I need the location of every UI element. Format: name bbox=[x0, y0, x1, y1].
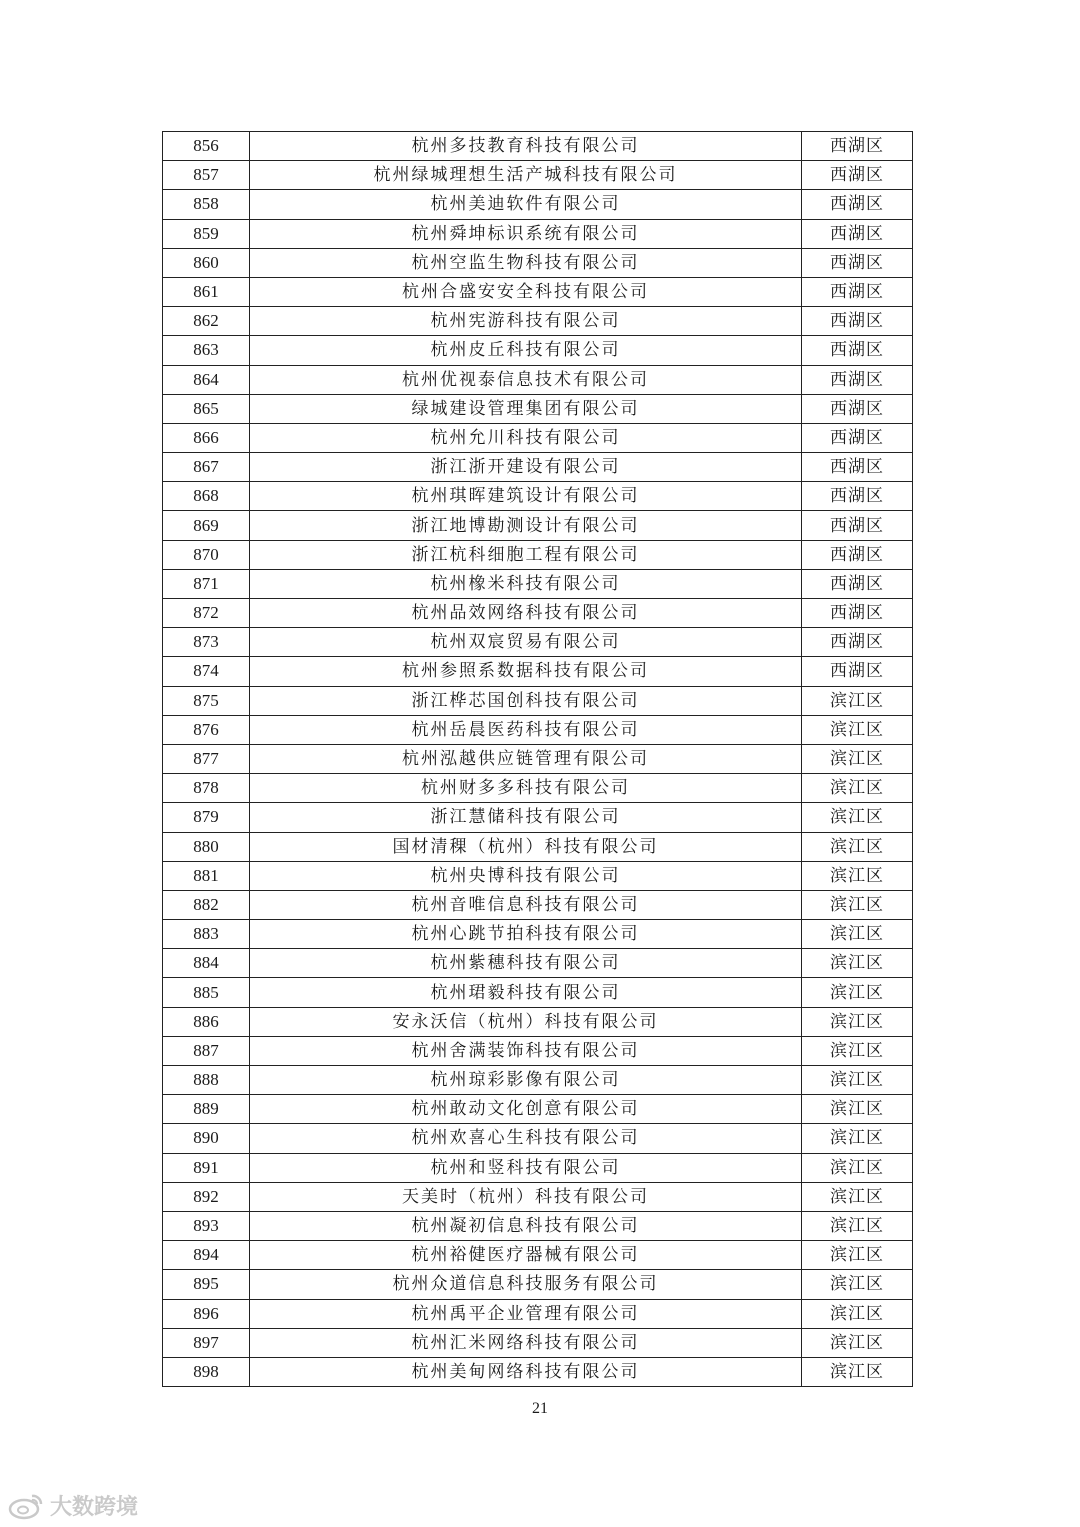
row-number: 873 bbox=[163, 628, 250, 657]
table-row bbox=[163, 1211, 913, 1240]
company-name: 杭州皮丘科技有限公司 bbox=[250, 336, 802, 365]
table-row bbox=[163, 248, 913, 277]
company-name: 杭州紫穗科技有限公司 bbox=[250, 949, 802, 978]
district: 西湖区 bbox=[802, 453, 913, 482]
company-name: 杭州美甸网络科技有限公司 bbox=[250, 1357, 802, 1386]
table-row bbox=[163, 365, 913, 394]
table-row bbox=[163, 657, 913, 686]
table-row bbox=[163, 1036, 913, 1065]
district: 西湖区 bbox=[802, 190, 913, 219]
row-number: 895 bbox=[163, 1270, 250, 1299]
table-row bbox=[163, 715, 913, 744]
district: 西湖区 bbox=[802, 248, 913, 277]
district: 滨江区 bbox=[802, 715, 913, 744]
district: 西湖区 bbox=[802, 657, 913, 686]
table-row bbox=[163, 511, 913, 540]
company-name: 杭州宪游科技有限公司 bbox=[250, 307, 802, 336]
table-row bbox=[163, 307, 913, 336]
district: 西湖区 bbox=[802, 277, 913, 306]
table-row bbox=[163, 423, 913, 452]
company-name: 浙江桦芯国创科技有限公司 bbox=[250, 686, 802, 715]
row-number: 885 bbox=[163, 978, 250, 1007]
row-number: 897 bbox=[163, 1328, 250, 1357]
district: 西湖区 bbox=[802, 540, 913, 569]
table-row bbox=[163, 161, 913, 190]
table-row bbox=[163, 569, 913, 598]
row-number: 891 bbox=[163, 1153, 250, 1182]
company-name: 安永沃信（杭州）科技有限公司 bbox=[250, 1007, 802, 1036]
row-number: 887 bbox=[163, 1036, 250, 1065]
district: 滨江区 bbox=[802, 920, 913, 949]
row-number: 863 bbox=[163, 336, 250, 365]
company-name: 浙江浙开建设有限公司 bbox=[250, 453, 802, 482]
district: 滨江区 bbox=[802, 1066, 913, 1095]
company-name: 浙江杭科细胞工程有限公司 bbox=[250, 540, 802, 569]
table-row bbox=[163, 1241, 913, 1270]
row-number: 870 bbox=[163, 540, 250, 569]
district: 滨江区 bbox=[802, 1357, 913, 1386]
district: 滨江区 bbox=[802, 1270, 913, 1299]
company-name: 杭州音唯信息科技有限公司 bbox=[250, 890, 802, 919]
row-number: 862 bbox=[163, 307, 250, 336]
table-row bbox=[163, 599, 913, 628]
district: 滨江区 bbox=[802, 744, 913, 773]
company-name: 杭州和竖科技有限公司 bbox=[250, 1153, 802, 1182]
table-row bbox=[163, 628, 913, 657]
row-number: 871 bbox=[163, 569, 250, 598]
district: 滨江区 bbox=[802, 1182, 913, 1211]
table-row bbox=[163, 861, 913, 890]
company-name: 杭州参照系数据科技有限公司 bbox=[250, 657, 802, 686]
district: 西湖区 bbox=[802, 219, 913, 248]
company-name: 杭州琪晖建筑设计有限公司 bbox=[250, 482, 802, 511]
district: 滨江区 bbox=[802, 1007, 913, 1036]
company-name: 杭州舍满装饰科技有限公司 bbox=[250, 1036, 802, 1065]
company-name: 杭州汇米网络科技有限公司 bbox=[250, 1328, 802, 1357]
row-number: 858 bbox=[163, 190, 250, 219]
company-table-body bbox=[163, 132, 913, 1387]
company-name: 杭州舜坤标识系统有限公司 bbox=[250, 219, 802, 248]
district: 西湖区 bbox=[802, 132, 913, 161]
company-name: 浙江慧储科技有限公司 bbox=[250, 803, 802, 832]
table-row bbox=[163, 394, 913, 423]
district: 滨江区 bbox=[802, 1328, 913, 1357]
table-row bbox=[163, 1124, 913, 1153]
table-row bbox=[163, 132, 913, 161]
row-number: 892 bbox=[163, 1182, 250, 1211]
company-name: 杭州橡米科技有限公司 bbox=[250, 569, 802, 598]
company-name: 杭州众道信息科技服务有限公司 bbox=[250, 1270, 802, 1299]
district: 西湖区 bbox=[802, 336, 913, 365]
company-name: 杭州合盛安安全科技有限公司 bbox=[250, 277, 802, 306]
table-row bbox=[163, 1095, 913, 1124]
table-row bbox=[163, 1328, 913, 1357]
row-number: 876 bbox=[163, 715, 250, 744]
table-row bbox=[163, 1299, 913, 1328]
company-name: 绿城建设管理集团有限公司 bbox=[250, 394, 802, 423]
row-number: 867 bbox=[163, 453, 250, 482]
company-name: 杭州空监生物科技有限公司 bbox=[250, 248, 802, 277]
district: 滨江区 bbox=[802, 1211, 913, 1240]
row-number: 893 bbox=[163, 1211, 250, 1240]
company-name: 杭州双宸贸易有限公司 bbox=[250, 628, 802, 657]
company-name: 杭州欢喜心生科技有限公司 bbox=[250, 1124, 802, 1153]
company-name: 杭州财多多科技有限公司 bbox=[250, 774, 802, 803]
table-row bbox=[163, 686, 913, 715]
table-row bbox=[163, 949, 913, 978]
row-number: 890 bbox=[163, 1124, 250, 1153]
company-name: 杭州琼彩影像有限公司 bbox=[250, 1066, 802, 1095]
table-row bbox=[163, 277, 913, 306]
district: 滨江区 bbox=[802, 1241, 913, 1270]
company-name: 杭州美迪软件有限公司 bbox=[250, 190, 802, 219]
row-number: 872 bbox=[163, 599, 250, 628]
company-name: 杭州珺毅科技有限公司 bbox=[250, 978, 802, 1007]
table-row bbox=[163, 1066, 913, 1095]
table-row bbox=[163, 540, 913, 569]
district: 滨江区 bbox=[802, 978, 913, 1007]
table-row bbox=[163, 920, 913, 949]
table-row bbox=[163, 190, 913, 219]
row-number: 856 bbox=[163, 132, 250, 161]
company-name: 杭州绿城理想生活产城科技有限公司 bbox=[250, 161, 802, 190]
weibo-logo-icon bbox=[8, 1492, 44, 1520]
district: 滨江区 bbox=[802, 1095, 913, 1124]
row-number: 868 bbox=[163, 482, 250, 511]
company-name: 杭州岳晨医药科技有限公司 bbox=[250, 715, 802, 744]
company-name: 杭州优视泰信息技术有限公司 bbox=[250, 365, 802, 394]
watermark bbox=[8, 1490, 138, 1521]
row-number: 884 bbox=[163, 949, 250, 978]
watermark-text: 大数跨境 bbox=[50, 1495, 139, 1520]
company-name: 杭州央博科技有限公司 bbox=[250, 861, 802, 890]
row-number: 882 bbox=[163, 890, 250, 919]
district: 西湖区 bbox=[802, 482, 913, 511]
company-name: 杭州品效网络科技有限公司 bbox=[250, 599, 802, 628]
company-name: 天美时（杭州）科技有限公司 bbox=[250, 1182, 802, 1211]
row-number: 861 bbox=[163, 277, 250, 306]
district: 西湖区 bbox=[802, 394, 913, 423]
district: 西湖区 bbox=[802, 511, 913, 540]
district: 滨江区 bbox=[802, 1153, 913, 1182]
row-number: 866 bbox=[163, 423, 250, 452]
district: 滨江区 bbox=[802, 890, 913, 919]
company-name: 国材清稞（杭州）科技有限公司 bbox=[250, 832, 802, 861]
district: 西湖区 bbox=[802, 307, 913, 336]
company-name: 杭州泓越供应链管理有限公司 bbox=[250, 744, 802, 773]
district: 滨江区 bbox=[802, 1124, 913, 1153]
district: 滨江区 bbox=[802, 861, 913, 890]
row-number: 889 bbox=[163, 1095, 250, 1124]
table-row bbox=[163, 890, 913, 919]
row-number: 888 bbox=[163, 1066, 250, 1095]
district: 滨江区 bbox=[802, 949, 913, 978]
company-table bbox=[162, 131, 913, 1387]
table-row bbox=[163, 336, 913, 365]
page-number: 21 bbox=[532, 1400, 548, 1417]
district: 滨江区 bbox=[802, 774, 913, 803]
table-row bbox=[163, 1007, 913, 1036]
row-number: 879 bbox=[163, 803, 250, 832]
district: 西湖区 bbox=[802, 365, 913, 394]
table-row bbox=[163, 219, 913, 248]
district: 西湖区 bbox=[802, 628, 913, 657]
table-row bbox=[163, 453, 913, 482]
district: 滨江区 bbox=[802, 686, 913, 715]
table-row bbox=[163, 744, 913, 773]
row-number: 859 bbox=[163, 219, 250, 248]
row-number: 896 bbox=[163, 1299, 250, 1328]
district: 西湖区 bbox=[802, 599, 913, 628]
district: 滨江区 bbox=[802, 1036, 913, 1065]
table-row bbox=[163, 1357, 913, 1386]
row-number: 878 bbox=[163, 774, 250, 803]
row-number: 883 bbox=[163, 920, 250, 949]
district: 西湖区 bbox=[802, 569, 913, 598]
table-row bbox=[163, 774, 913, 803]
district: 西湖区 bbox=[802, 161, 913, 190]
table-row bbox=[163, 1182, 913, 1211]
company-name: 杭州裕健医疗器械有限公司 bbox=[250, 1241, 802, 1270]
table-row bbox=[163, 482, 913, 511]
company-name: 杭州心跳节拍科技有限公司 bbox=[250, 920, 802, 949]
company-name: 杭州多技教育科技有限公司 bbox=[250, 132, 802, 161]
table-row bbox=[163, 803, 913, 832]
row-number: 881 bbox=[163, 861, 250, 890]
row-number: 860 bbox=[163, 248, 250, 277]
company-name: 浙江地博勘测设计有限公司 bbox=[250, 511, 802, 540]
district: 滨江区 bbox=[802, 1299, 913, 1328]
row-number: 874 bbox=[163, 657, 250, 686]
company-name: 杭州敢动文化创意有限公司 bbox=[250, 1095, 802, 1124]
table-row bbox=[163, 978, 913, 1007]
row-number: 875 bbox=[163, 686, 250, 715]
district: 滨江区 bbox=[802, 832, 913, 861]
table-row bbox=[163, 1270, 913, 1299]
table-row bbox=[163, 1153, 913, 1182]
company-name: 杭州禹平企业管理有限公司 bbox=[250, 1299, 802, 1328]
row-number: 898 bbox=[163, 1357, 250, 1386]
row-number: 864 bbox=[163, 365, 250, 394]
company-name: 杭州凝初信息科技有限公司 bbox=[250, 1211, 802, 1240]
table-row bbox=[163, 832, 913, 861]
row-number: 857 bbox=[163, 161, 250, 190]
row-number: 894 bbox=[163, 1241, 250, 1270]
row-number: 869 bbox=[163, 511, 250, 540]
district: 滨江区 bbox=[802, 803, 913, 832]
row-number: 865 bbox=[163, 394, 250, 423]
row-number: 877 bbox=[163, 744, 250, 773]
company-name: 杭州允川科技有限公司 bbox=[250, 423, 802, 452]
row-number: 880 bbox=[163, 832, 250, 861]
district: 西湖区 bbox=[802, 423, 913, 452]
row-number: 886 bbox=[163, 1007, 250, 1036]
